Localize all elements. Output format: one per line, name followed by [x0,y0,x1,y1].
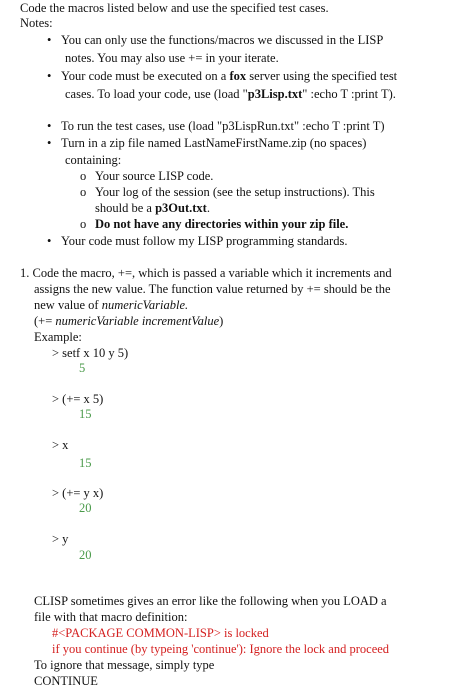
bullet-icon: • [47,136,52,150]
bullet-icon: • [47,119,52,133]
example-output: 20 [79,501,92,515]
sub-item-1: Your source LISP code. [95,169,214,183]
intro-line: Code the macros listed below and use the specified test cases. [20,1,329,15]
example-command: > (+= y x) [52,486,104,500]
example-command: > y [52,532,69,546]
example-label: Example: [34,330,82,344]
note-2-line-2: cases. To load your code, use (load "p3Lisp.txt" :echo T :print T). [65,87,396,101]
footer-line-3: To ignore that message, simply type [34,658,215,672]
footer-line-2: file with that macro definition: [34,610,188,624]
note-1-line-1: You can only use the functions/macros we discussed in the LISP [61,33,384,47]
problem-line-3: new value of numericVariable. [34,298,189,312]
example-output: 15 [79,456,92,470]
error-message-line-2: if you continue (by typeing 'continue'): Ignore the lock and proceed [52,642,390,656]
problem-line-1: 1. Code the macro, +=, which is passed a variable which it increments and [20,266,392,280]
example-command: > (+= x 5) [52,392,104,406]
bullet-icon: • [47,234,52,248]
footer-line-4: CONTINUE [34,674,98,688]
note-5: Your code must follow my LISP programming standards. [61,234,348,248]
error-message-line-1: #<PACKAGE COMMON-LISP> is locked [52,626,269,640]
circle-bullet-icon: o [80,185,87,199]
example-command: > setf x 10 y 5) [52,346,129,360]
circle-bullet-icon: o [80,217,87,231]
note-2-line-1: Your code must be executed on a fox server using the specified test [61,69,398,83]
macro-signature: (+= numericVariable incrementValue) [34,314,224,328]
note-4-line-2: containing: [65,153,122,167]
bullet-icon: • [47,33,52,47]
sub-item-3: Do not have any directories within your zip file. [95,217,349,231]
example-output: 20 [79,548,92,562]
note-1-line-2: notes. You may also use += in your iterate. [65,51,279,65]
circle-bullet-icon: o [80,169,87,183]
sub-item-2-line-2: should be a p3Out.txt. [95,201,210,215]
note-3: To run the test cases, use (load "p3LispRun.txt" :echo T :print T) [61,119,385,133]
notes-label: Notes: [20,16,53,30]
example-command: > x [52,438,69,452]
problem-line-2: assigns the new value. The function value returned by += should be the [34,282,391,296]
footer-line-1: CLISP sometimes gives an error like the following when you LOAD a [34,594,387,608]
sub-item-2-line-1: Your log of the session (see the setup instructions). This [95,185,375,199]
example-output: 15 [79,407,92,421]
bullet-icon: • [47,69,52,83]
note-4-line-1: Turn in a zip file named LastNameFirstName.zip (no spaces) [61,136,367,150]
example-output: 5 [79,361,86,375]
